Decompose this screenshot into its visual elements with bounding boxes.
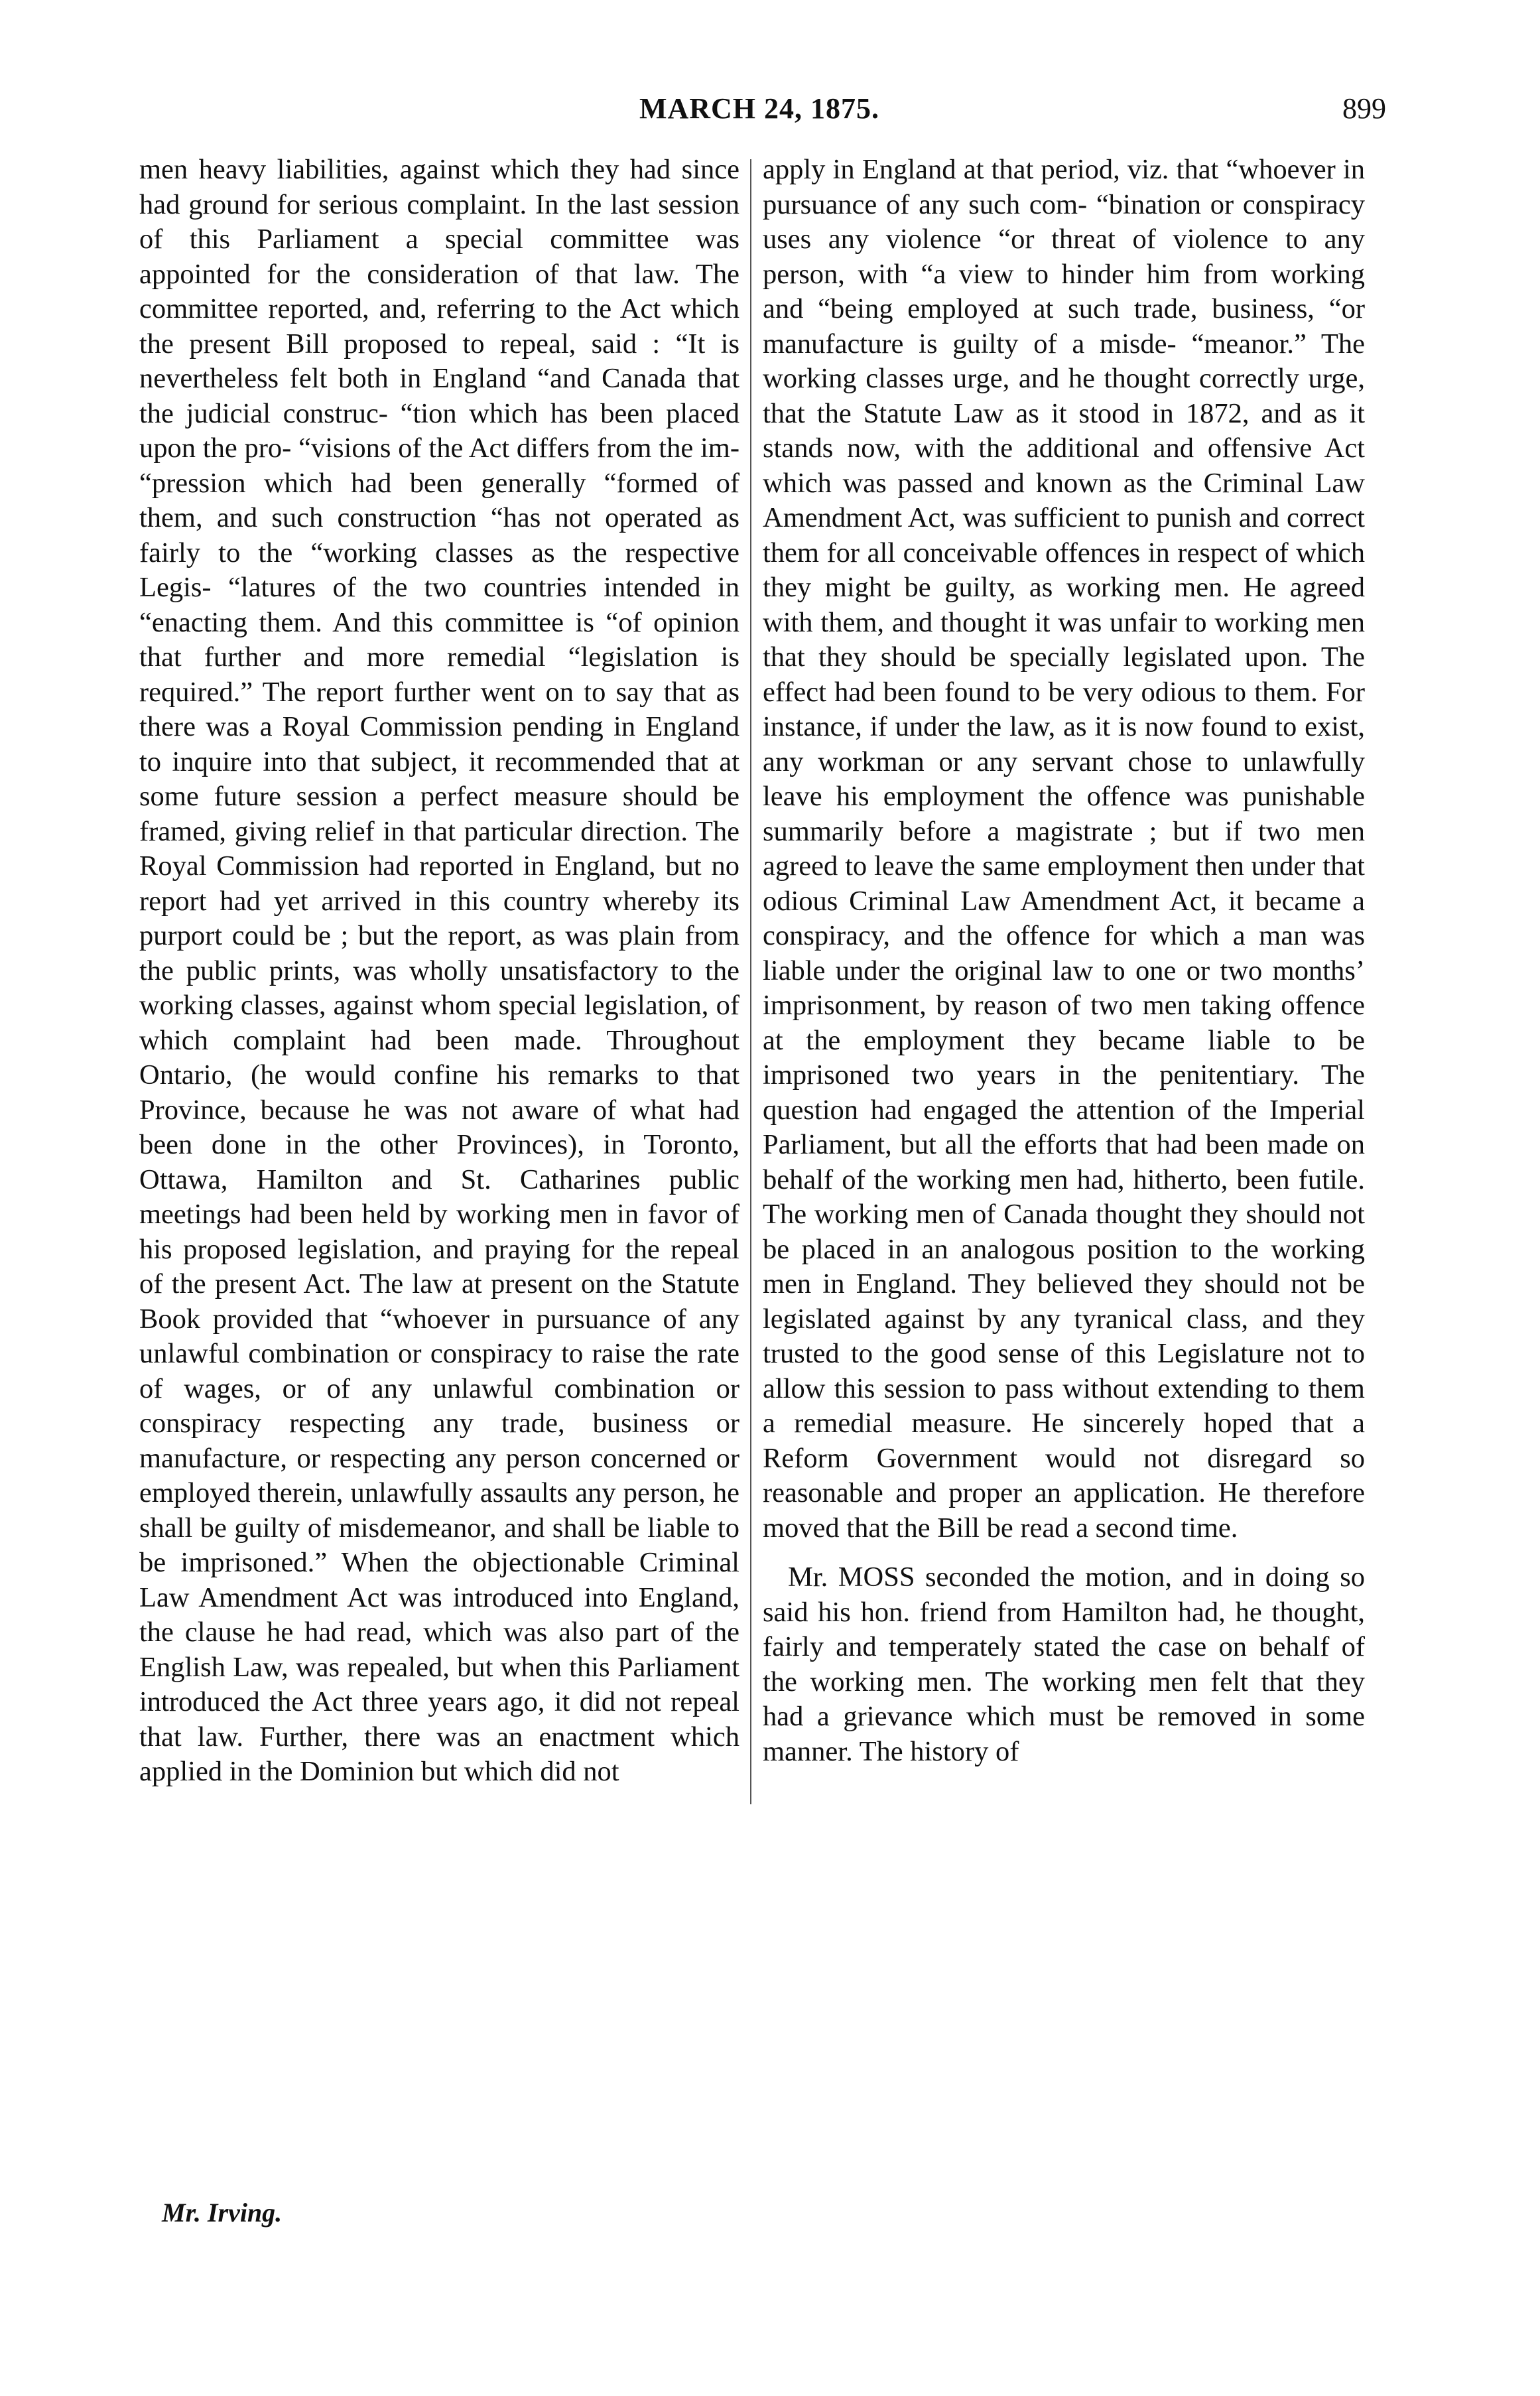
running-header (133, 92, 1386, 131)
right-paragraph-2: Mr. MOSS seconded the motion, and in doing so said his hon. friend from Hamilton had, he thought, fairly and temperately stated the case on behalf of the working men. The working men felt that they had a grievance which must be removed in some manner. The history of (763, 1562, 1365, 1767)
right-paragraph-1: apply in England at that period, viz. that “whoever in pursuance of any such com- “bination or conspiracy uses any violence “or threat of violence to any person, with “a view to hinder him from working and “being employed at such trade, business, “or manufacture is guilty of a misde- “meanor.” The working classes urge, and he thought correctly urge, that the Statute Law as it stood in 1872, and as it stands now, with the additional and offensive Act which was passed and known as the Criminal Law Amendment Act, was sufficient to punish and correct them for all conceivable offences in respect of which they might be guilty, as working men. He agreed with them, and thought it was unfair to working men that they should be specially legislated upon. The effect had been found to be very odious to them. For instance, if under the law, as it is now found to exist, any workman or any servant chose to unlawfully leave his employment the offence was punishable summarily before a magistrate ; but if two men agreed to leave the same employment then under that odious Criminal Law Amendment Act, it became a conspiracy, and the offence for which a man was liable under the original law to one or two months’ imprisonment, by reason of two men taking offence at the employment they became liable to be imprisoned two years in the penitentiary. The question had engaged the attention of the Imperial Parliament, but all the efforts that had been made on behalf of the working men had, hitherto, been futile. The working men of Canada thought they should not be placed in an analogous position to the working men in England. They believed they should not be legislated against by any tyranical class, and they trusted to the good sense of this Legislature not to allow this session to pass without extending to them a remedial measure. He sincerely hoped that a Reform Government would not disregard so reasonable and proper an application. He therefore moved that the Bill be read a second time. (763, 154, 1365, 1544)
page-number: 899 (1342, 92, 1386, 125)
left-column (139, 153, 739, 1790)
footer-speaker-name: Mr. Irving. (162, 2198, 283, 2228)
header-date: MARCH 24, 1875. (639, 92, 880, 125)
column-divider (750, 159, 751, 1804)
right-column (763, 153, 1365, 1769)
left-paragraph-1: men heavy liabilities, against which they had since had ground for serious complaint. In the last session of this Parliament a special committee was appointed for the consideration of that law. The committee reported, and, referring to the Act which the present Bill proposed to repeal, said : “It is nevertheless felt both in England “and Canada that the judicial construc- “tion which has been placed upon the pro- “visions of the Act differs from the im- “pression which had been generally “formed of them, and such construction “has not operated as fairly to the “working classes as the respective Legis- “latures of the two countries intended in “enacting them. And this committee is “of opinion that further and more remedial “legislation is required.” The report further went on to say that as there was a Royal Commission pending in England to inquire into that subject, it recommended that at some future session a perfect measure should be framed, giving relief in that particular direction. The Royal Commission had reported in England, but no report had yet arrived in this country whereby its purport could be ; but the report, as was plain from the public prints, was wholly unsatisfactory to the working classes, against whom special legislation, of which complaint had been made. Throughout Ontario, (he would confine his remarks to that Province, because he was not aware of what had been done in the other Provinces), in Toronto, Ottawa, Hamilton and St. Catharines public meetings had been held by working men in favor of his proposed legislation, and praying for the repeal of the present Act. The law at present on the Statute Book provided that “whoever in pursuance of any unlawful combination or conspiracy to raise the rate of wages, or of any unlawful combination or conspiracy respecting any trade, business or manufacture, or respecting any person concerned or employed therein, unlawfully assaults any person, he shall be guilty of misdemeanor, and shall be liable to be imprisoned.” When the objectionable Criminal Law Amendment Act was introduced into England, the clause he had read, which was also part of the English Law, was repealed, but when this Parliament introduced the Act three years ago, it did not repeal that law. Further, there was an enactment which applied in the Dominion but which did not (139, 154, 739, 1787)
